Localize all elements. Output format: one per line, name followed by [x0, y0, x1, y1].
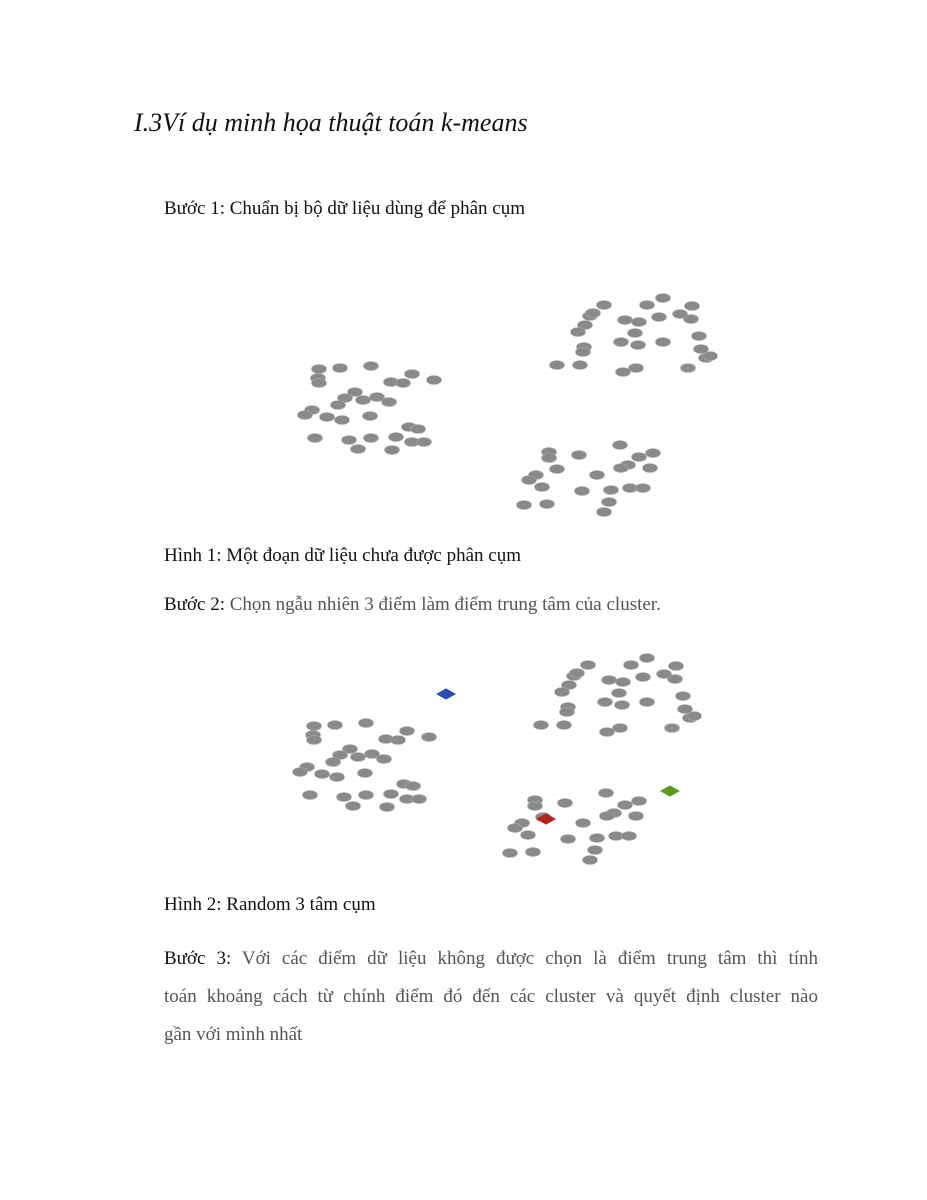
data-point	[602, 498, 617, 507]
data-point	[656, 294, 671, 303]
centroid-marker	[661, 786, 679, 796]
data-point	[643, 464, 658, 473]
data-point	[636, 484, 651, 493]
data-point	[572, 451, 587, 460]
data-point	[337, 793, 352, 802]
data-point	[685, 302, 700, 311]
data-point	[356, 396, 371, 405]
data-point	[380, 803, 395, 812]
data-point	[528, 802, 543, 811]
figure2-scatter	[0, 645, 927, 865]
data-point	[629, 364, 644, 373]
data-point	[359, 791, 374, 800]
data-point	[600, 812, 615, 821]
data-point	[391, 736, 406, 745]
data-point	[364, 362, 379, 371]
data-point	[573, 361, 588, 370]
data-point	[427, 376, 442, 385]
data-point	[328, 721, 343, 730]
data-point	[385, 446, 400, 455]
data-point	[335, 416, 350, 425]
data-point	[389, 433, 404, 442]
data-point	[555, 688, 570, 697]
data-point	[618, 801, 633, 810]
data-point	[417, 438, 432, 447]
data-point	[629, 812, 644, 821]
data-point	[560, 708, 575, 717]
data-point	[363, 412, 378, 421]
data-point	[618, 316, 633, 325]
data-point	[616, 368, 631, 377]
data-point	[669, 662, 684, 671]
data-point	[646, 449, 661, 458]
data-point	[422, 733, 437, 742]
data-point	[632, 797, 647, 806]
data-point	[503, 849, 518, 858]
data-point	[550, 465, 565, 474]
data-point	[598, 698, 613, 707]
data-point	[570, 669, 585, 678]
step2-body: Chọn ngẫu nhiên 3 điểm làm điểm trung tâm của cluster.	[224, 594, 661, 615]
data-point	[293, 768, 308, 777]
data-point	[561, 835, 576, 844]
data-point	[315, 770, 330, 779]
data-point	[351, 753, 366, 762]
data-point	[411, 425, 426, 434]
data-point	[557, 721, 572, 730]
step3-line2: toán khoảng cách từ chính điểm đó đến các cluster và quyết định cluster nào	[164, 986, 818, 1007]
data-point	[312, 365, 327, 374]
data-point	[616, 678, 631, 687]
data-point	[576, 348, 591, 357]
step2-text	[164, 594, 661, 616]
data-point	[312, 379, 327, 388]
data-point	[622, 832, 637, 841]
step3-line3: gần với mình nhất	[164, 1024, 303, 1045]
centroid-marker	[437, 689, 455, 699]
data-point	[308, 434, 323, 443]
data-point	[330, 773, 345, 782]
data-point	[571, 328, 586, 337]
data-point	[558, 799, 573, 808]
data-point	[307, 736, 322, 745]
data-point	[640, 301, 655, 310]
data-point	[400, 727, 415, 736]
data-point	[624, 661, 639, 670]
data-point	[364, 434, 379, 443]
data-point	[676, 692, 691, 701]
data-point	[597, 508, 612, 517]
data-point	[590, 834, 605, 843]
data-point	[588, 846, 603, 855]
data-point	[575, 487, 590, 496]
data-point	[522, 476, 537, 485]
data-point	[628, 329, 643, 338]
data-point	[517, 501, 532, 510]
data-point	[342, 436, 357, 445]
data-point	[703, 352, 718, 361]
data-point	[508, 824, 523, 833]
data-point	[320, 413, 335, 422]
data-point	[692, 332, 707, 341]
data-point	[326, 758, 341, 767]
data-point	[346, 802, 361, 811]
data-point	[535, 483, 550, 492]
data-point	[581, 661, 596, 670]
section-heading: I.3Ví dụ minh họa thuật toán k-means	[134, 108, 528, 137]
data-point	[640, 654, 655, 663]
step2-label: Bước 2:	[164, 594, 225, 615]
data-point	[542, 454, 557, 463]
step3-label: Bước 3:	[164, 948, 232, 969]
step1-text: Bước 1: Chuẩn bị bộ dữ liệu dùng để phân cụm	[164, 198, 525, 219]
data-point	[602, 676, 617, 685]
data-point	[640, 698, 655, 707]
data-point	[681, 364, 696, 373]
data-point	[333, 364, 348, 373]
data-point	[684, 315, 699, 324]
data-point	[614, 464, 629, 473]
data-point	[631, 341, 646, 350]
data-point	[540, 500, 555, 509]
data-point	[377, 755, 392, 764]
data-point	[636, 673, 651, 682]
data-point	[351, 445, 366, 454]
data-point	[412, 795, 427, 804]
figure2-caption: Hình 2: Random 3 tâm cụm	[164, 894, 376, 915]
data-point	[612, 689, 627, 698]
data-point	[303, 791, 318, 800]
figure1-scatter	[0, 285, 927, 525]
data-point	[586, 309, 601, 318]
data-point	[590, 471, 605, 480]
data-point	[521, 831, 536, 840]
data-point	[583, 856, 598, 865]
data-point	[665, 724, 680, 733]
data-point	[600, 728, 615, 737]
data-point	[613, 724, 628, 733]
data-point	[632, 453, 647, 462]
data-point	[526, 848, 541, 857]
data-point	[576, 819, 591, 828]
data-point	[406, 782, 421, 791]
data-point	[613, 441, 628, 450]
data-point	[652, 313, 667, 322]
data-point	[396, 379, 411, 388]
data-point	[604, 486, 619, 495]
data-point	[614, 338, 629, 347]
data-point	[687, 712, 702, 721]
data-point	[550, 361, 565, 370]
data-point	[358, 769, 373, 778]
step3-paragraph	[164, 940, 818, 1054]
data-point	[384, 790, 399, 799]
data-point	[597, 301, 612, 310]
figure1-caption: Hình 1: Một đoạn dữ liệu chưa được phân cụm	[164, 545, 522, 566]
data-point	[632, 318, 647, 327]
data-point	[615, 701, 630, 710]
data-point	[307, 722, 322, 731]
data-point	[331, 401, 346, 410]
data-point	[668, 675, 683, 684]
step3-line1: Với các điểm dữ liệu không được chọn là điểm trung tâm thì tính	[231, 948, 818, 969]
data-point	[534, 721, 549, 730]
data-point	[359, 719, 374, 728]
data-point	[656, 338, 671, 347]
data-point	[405, 370, 420, 379]
data-point	[599, 789, 614, 798]
data-point	[298, 411, 313, 420]
data-point	[382, 398, 397, 407]
